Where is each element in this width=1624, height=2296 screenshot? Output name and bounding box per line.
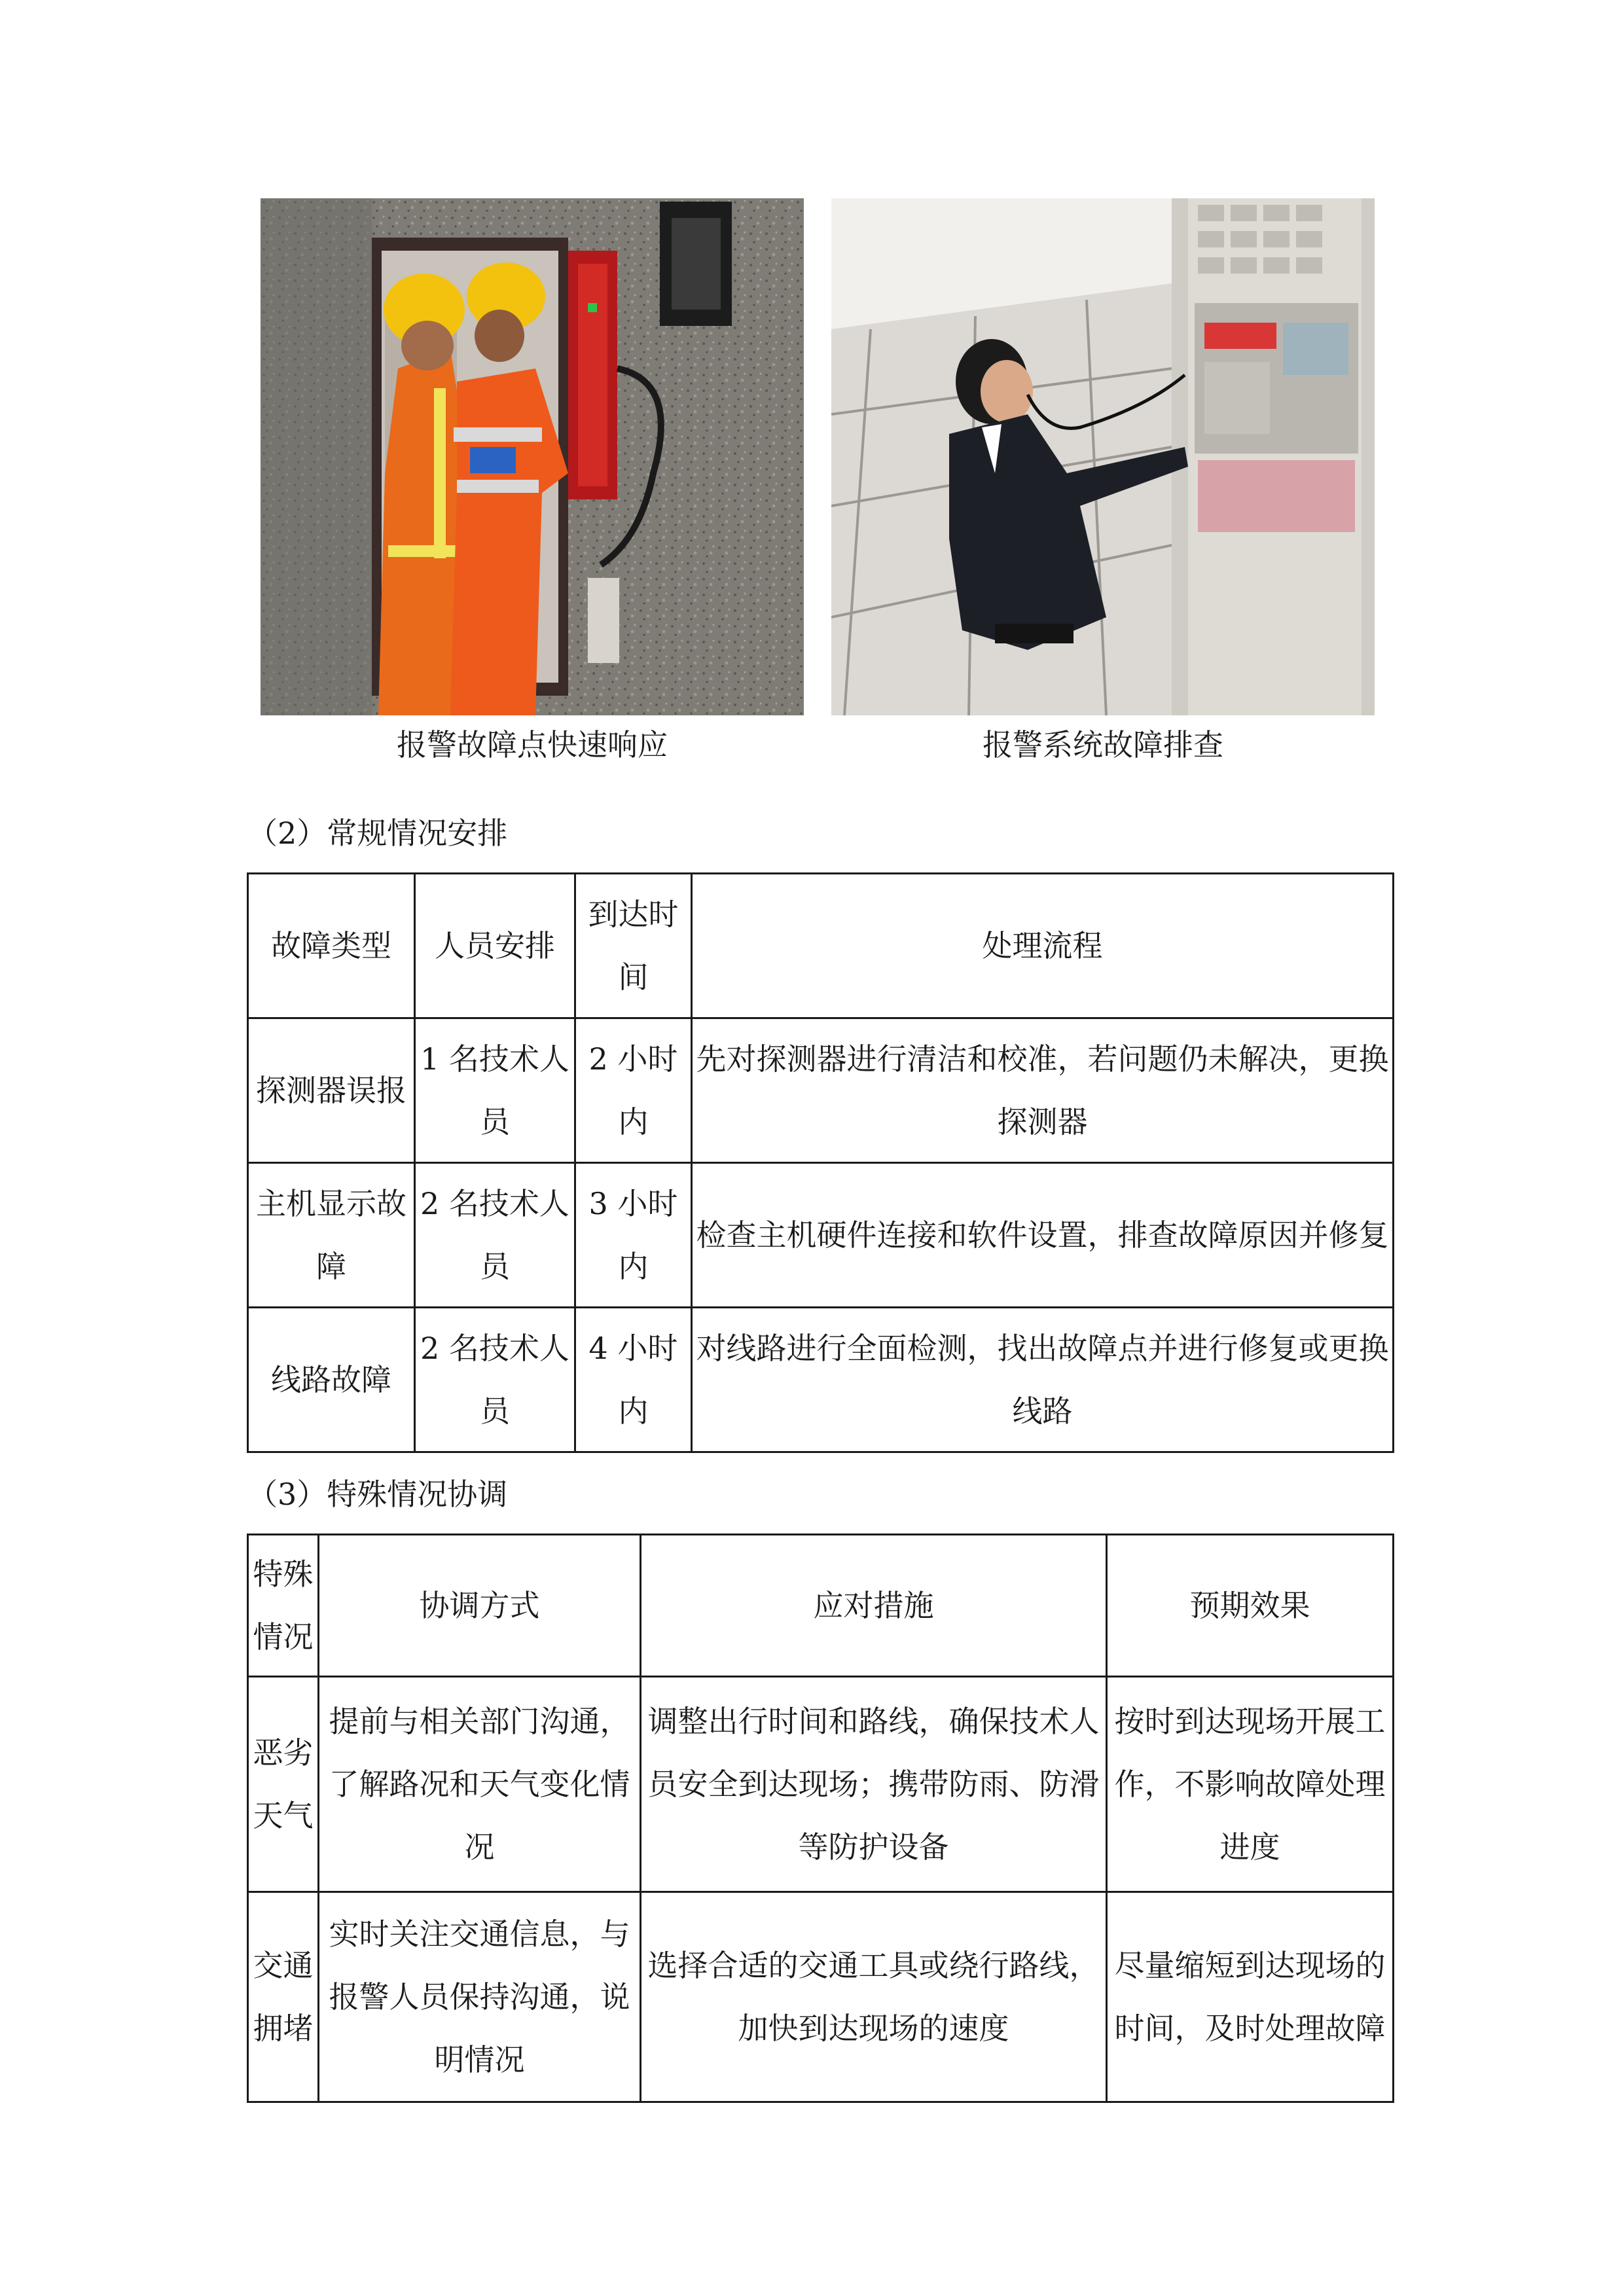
table-cell: 对线路进行全面检测，找出故障点并进行修复或更换线路 (692, 1308, 1394, 1452)
table-cell: 先对探测器进行清洁和校准，若问题仍未解决，更换探测器 (692, 1018, 1394, 1163)
table-cell: 按时到达现场开展工作，不影响故障处理进度 (1107, 1677, 1394, 1892)
table-cell: 线路故障 (248, 1308, 415, 1452)
header-cell: 到达时间 (575, 874, 692, 1018)
table-cell: 提前与相关部门沟通，了解路况和天气变化情况 (319, 1677, 641, 1892)
table-header-row (248, 1535, 1394, 1677)
header-cell: 协调方式 (319, 1535, 641, 1677)
header-cell: 预期效果 (1107, 1535, 1394, 1677)
routine-arrangement-table (247, 872, 1394, 1453)
table-cell: 2 小时内 (575, 1018, 692, 1163)
header-cell: 处理流程 (692, 874, 1394, 1018)
header-cell: 应对措施 (641, 1535, 1107, 1677)
workers-at-alarm-box-photo (261, 198, 804, 715)
table-cell: 3 小时内 (575, 1163, 692, 1308)
table-header-row (248, 874, 1394, 1018)
table-row (248, 1018, 1394, 1163)
figure-caption-left: 报警故障点快速响应 (397, 727, 668, 762)
section-heading-routine: （2）常规情况安排 (247, 816, 508, 851)
table-cell: 交通拥堵 (248, 1892, 319, 2102)
header-cell: 故障类型 (248, 874, 415, 1018)
table-cell: 2 名技术人员 (415, 1308, 575, 1452)
operator-at-control-panel-photo (831, 198, 1375, 715)
table-cell: 1 名技术人员 (415, 1018, 575, 1163)
header-cell: 特殊情况 (248, 1535, 319, 1677)
table-cell: 调整出行时间和路线，确保技术人员安全到达现场；携带防雨、防滑等防护设备 (641, 1677, 1107, 1892)
table-row (248, 1677, 1394, 1892)
table-cell: 选择合适的交通工具或绕行路线，加快到达现场的速度 (641, 1892, 1107, 2102)
special-coordination-table (247, 1534, 1394, 2103)
table-row (248, 1892, 1394, 2102)
table-cell: 检查主机硬件连接和软件设置，排查故障原因并修复 (692, 1163, 1394, 1308)
table-cell: 2 名技术人员 (415, 1163, 575, 1308)
header-cell: 人员安排 (415, 874, 575, 1018)
table-cell: 实时关注交通信息，与报警人员保持沟通，说明情况 (319, 1892, 641, 2102)
table-row (248, 1308, 1394, 1452)
table-cell: 尽量缩短到达现场的时间，及时处理故障 (1107, 1892, 1394, 2102)
figure-caption-right: 报警系统故障排查 (983, 727, 1223, 762)
table-cell: 主机显示故障 (248, 1163, 415, 1308)
table-cell: 恶劣天气 (248, 1677, 319, 1892)
section-heading-special: （3）特殊情况协调 (247, 1477, 508, 1512)
table-cell: 4 小时内 (575, 1308, 692, 1452)
table-row (248, 1163, 1394, 1308)
table-cell: 探测器误报 (248, 1018, 415, 1163)
